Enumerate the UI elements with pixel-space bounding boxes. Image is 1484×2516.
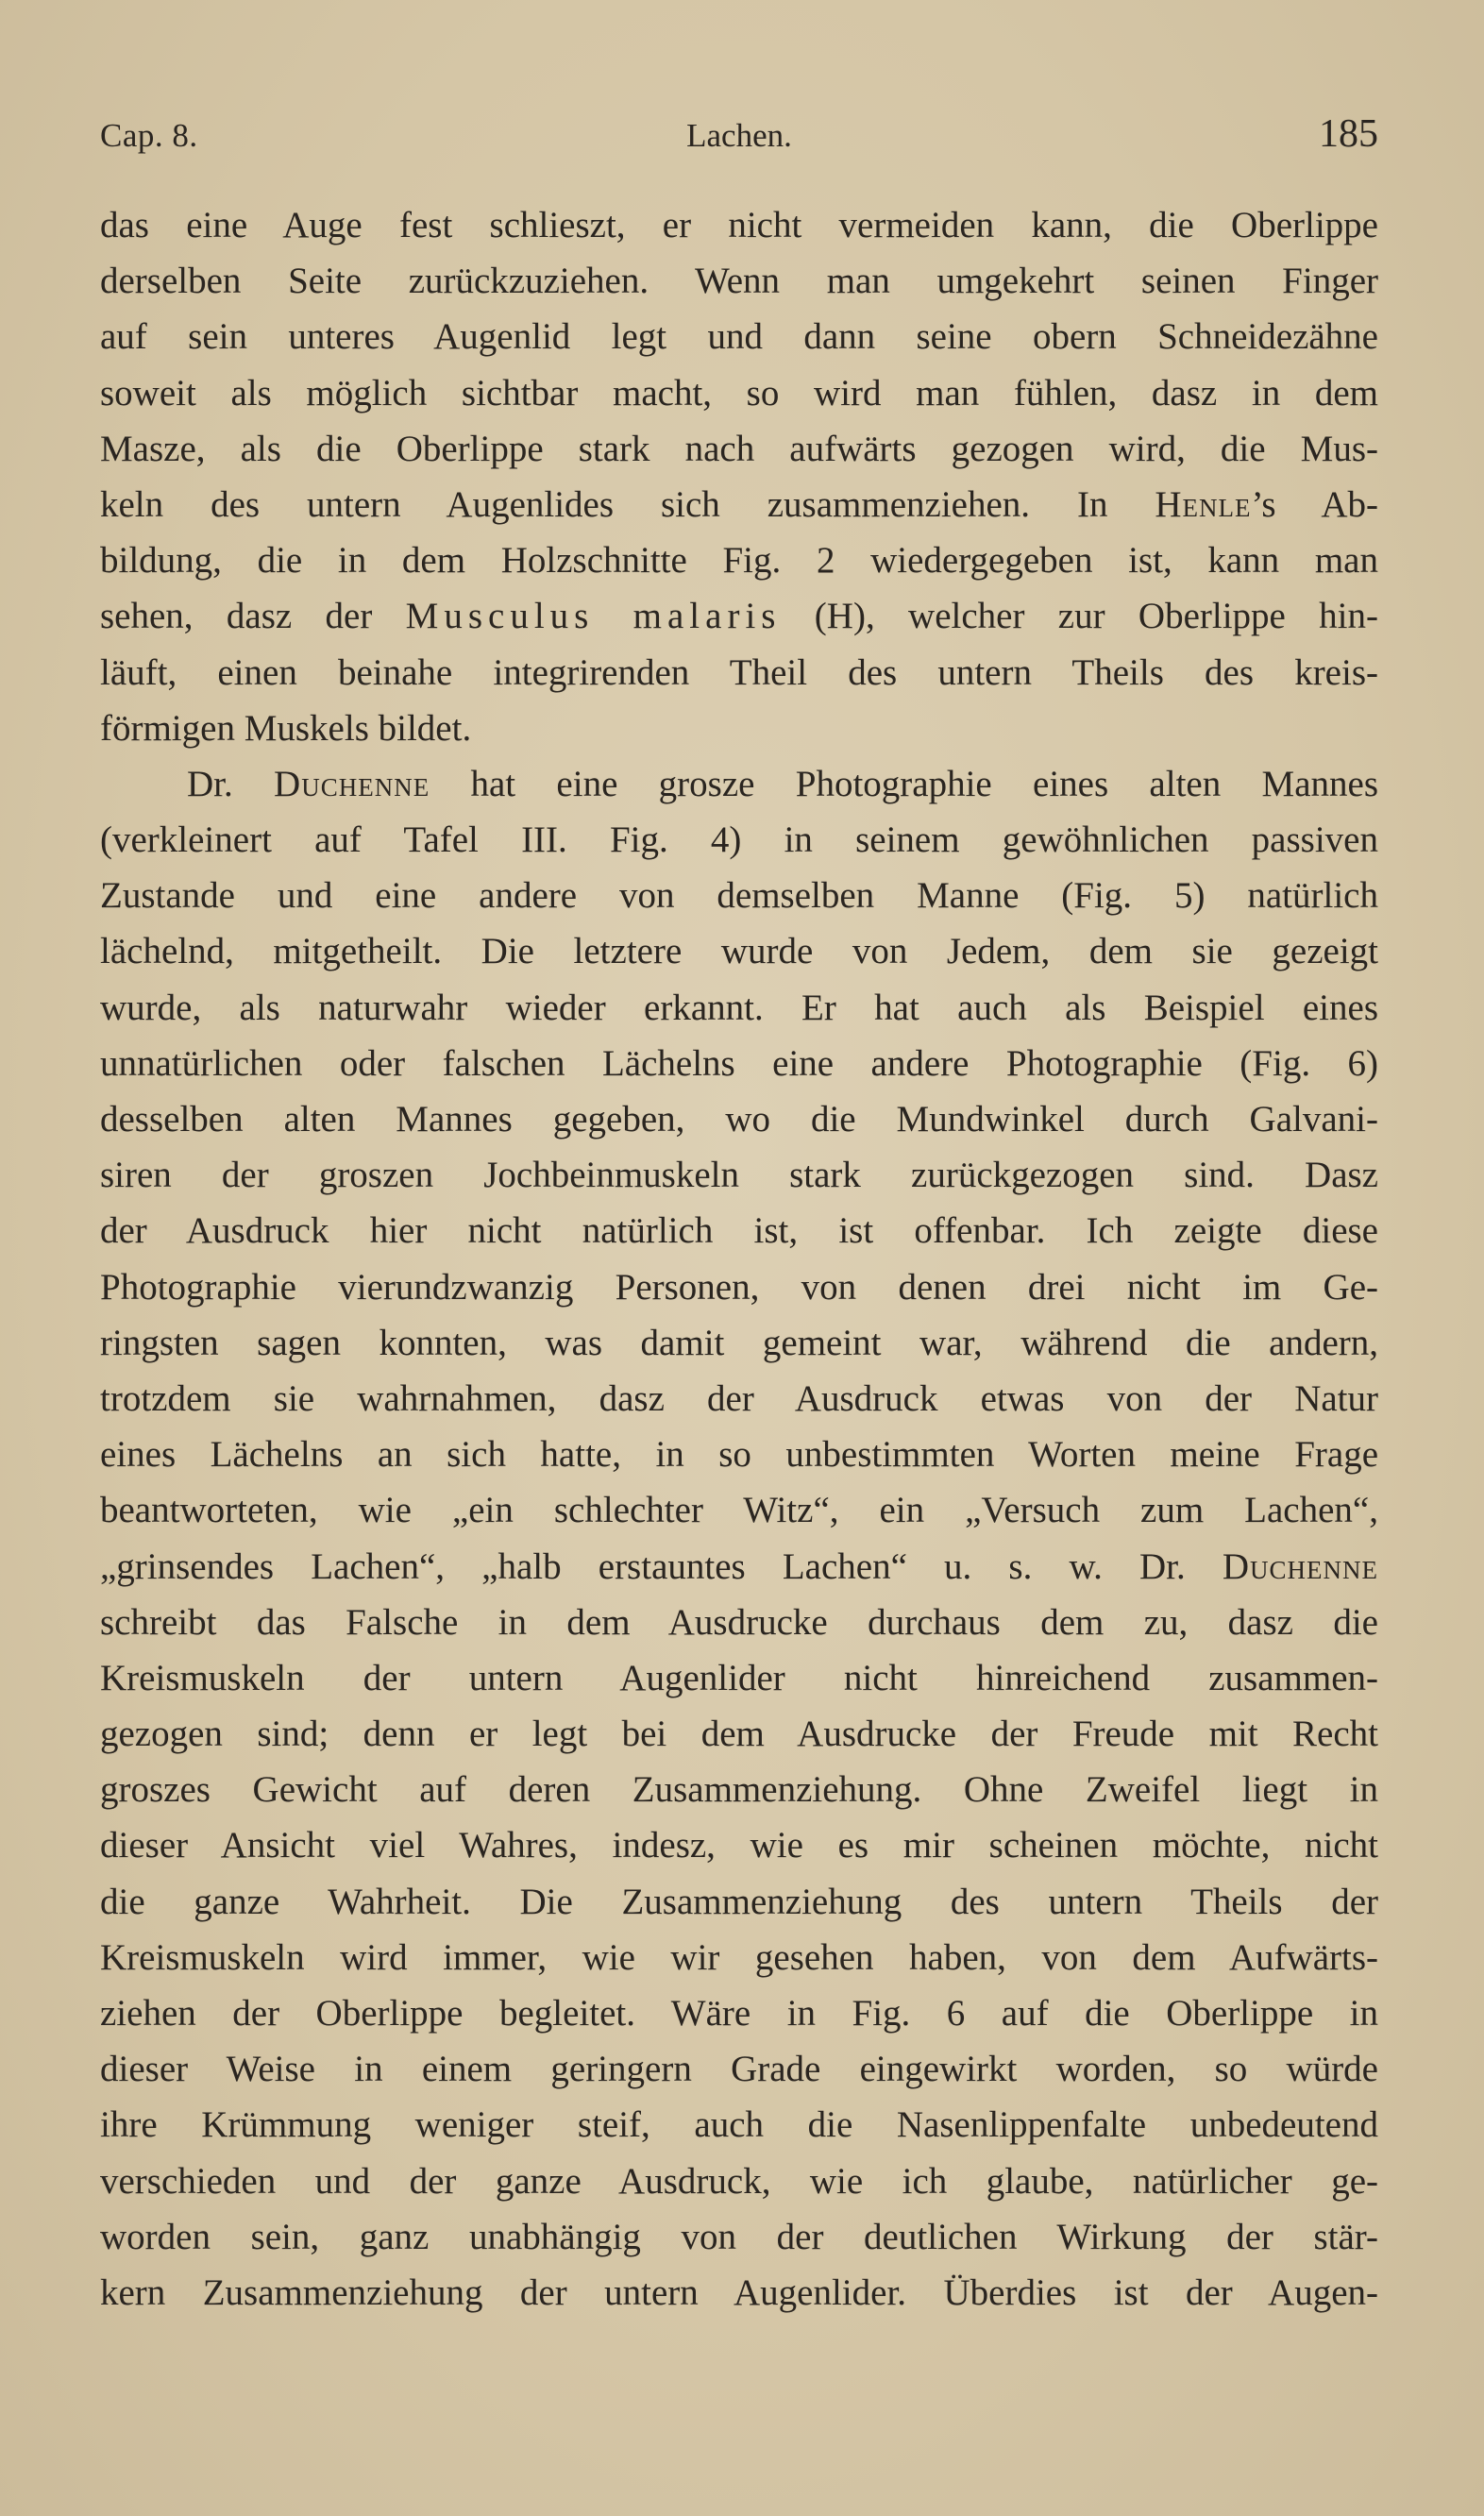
text-line: die ganze Wahrheit. Die Zusammenziehung des untern Theils der: [100, 1881, 1378, 1922]
text-line: verschieden und der ganze Ausdruck, wie ich glaube, natürlicher ge-: [100, 2160, 1378, 2202]
text-segment: keln des untern Augenlides sich zusammenziehen. In: [100, 483, 1155, 525]
running-header: [100, 111, 1378, 168]
text-line: groszes Gewicht auf deren Zusammenziehung. Ohne Zweifel liegt in: [100, 1769, 1378, 1811]
text-line: eines Lächelns an sich hatte, in so unbestimmten Worten meine Frage: [100, 1434, 1378, 1476]
text-line: bildung, die in dem Holzschnitte Fig. 2 wiedergegeben ist, kann man: [100, 540, 1378, 582]
text-line: worden sein, ganz unabhängig von der deutlichen Wirkung der stär-: [100, 2216, 1378, 2257]
text-line: Zustande und eine andere von demselben Manne (Fig. 5) natürlich: [100, 875, 1378, 917]
text-line: [100, 477, 1378, 532]
text-line: schreibt das Falsche in dem Ausdrucke durchaus dem zu, dasz die: [100, 1601, 1378, 1643]
text-line: lächelnd, mitgetheilt. Die letztere wurde von Jedem, dem sie gezeigt: [100, 931, 1378, 972]
latin-term: Musculus malaris: [405, 596, 782, 637]
text-line: dieser Ansicht viel Wahres, indesz, wie es mir scheinen möchte, nicht: [100, 1825, 1378, 1866]
body-text: [100, 197, 1378, 2321]
author-name: Duchenne: [274, 763, 430, 804]
page-number: 185: [1319, 112, 1378, 156]
text-line: [100, 756, 1378, 812]
text-line: derselben Seite zurückzuziehen. Wenn man umgekehrt seinen Finger: [100, 261, 1378, 302]
text-line: kern Zusammenziehung der untern Augenlider. Überdies ist der Augen-: [100, 2271, 1378, 2313]
text-line: soweit als möglich sichtbar macht, so wird man fühlen, dasz in dem: [100, 372, 1378, 414]
author-name: Duchenne: [1222, 1545, 1378, 1587]
text-segment: sehen, dasz der: [100, 596, 406, 637]
text-line: ihre Krümmung weniger steif, auch die Nasenlippenfalte unbedeutend: [100, 2104, 1378, 2146]
text-line: auf sein unteres Augenlid legt und dann seine obern Schneidezähne: [100, 316, 1378, 358]
text-line: dieser Weise in einem geringern Grade eingewirkt worden, so würde: [100, 2049, 1378, 2090]
author-name: Henle: [1155, 483, 1252, 525]
text-line: das eine Auge fest schlieszt, er nicht vermeiden kann, die Oberlippe: [100, 205, 1378, 245]
text-line: gezogen sind; denn er legt bei dem Ausdrucke der Freude mit Recht: [100, 1714, 1378, 1755]
text-line: wurde, als naturwahr wieder erkannt. Er hat auch als Beispiel eines: [100, 987, 1378, 1028]
text-line: trotzdem sie wahrnahmen, dasz der Ausdruck etwas von der Natur: [100, 1377, 1378, 1419]
chapter-label: Cap. 8.: [100, 117, 198, 154]
text-line: Photographie vierundzwanzig Personen, von denen drei nicht im Ge-: [100, 1266, 1378, 1308]
text-line: (verkleinert auf Tafel III. Fig. 4) in seinem gewöhnlichen passiven: [100, 819, 1378, 861]
text-line: siren der groszen Jochbeinmuskeln stark zurückgezogen sind. Dasz: [100, 1155, 1378, 1196]
text-segment: Dr.: [187, 763, 275, 804]
text-line: [100, 588, 1378, 644]
text-line: beantworteten, wie „ein schlechter Witz“, ein „Versuch zum Lachen“,: [100, 1490, 1378, 1531]
text-line: läuft, einen beinahe integrirenden Theil des untern Theils des kreis-: [100, 651, 1378, 693]
text-segment: hat eine grosze Photographie eines alten Mannes: [430, 763, 1378, 804]
text-line: [100, 1539, 1378, 1595]
text-segment: ’s Ab-: [1251, 483, 1378, 525]
text-line: förmigen Muskels bildet.: [100, 707, 472, 749]
running-title: Lachen.: [686, 117, 792, 154]
text-line: desselben alten Mannes gegeben, wo die Mundwinkel durch Galvani-: [100, 1099, 1378, 1140]
text-line: Masze, als die Oberlippe stark nach aufwärts gezogen wird, die Mus-: [100, 428, 1378, 469]
text-line: Kreismuskeln wird immer, wie wir gesehen haben, von dem Aufwärts-: [100, 1936, 1378, 1978]
text-line: ziehen der Oberlippe begleitet. Wäre in Fig. 6 auf die Oberlippe in: [100, 1993, 1378, 2034]
text-segment: (H), welcher zur Oberlippe hin-: [781, 596, 1379, 637]
text-line: der Ausdruck hier nicht natürlich ist, ist offenbar. Ich zeigte diese: [100, 1210, 1378, 1252]
text-line: unnatürlichen oder falschen Lächelns eine andere Photographie (Fig. 6): [100, 1042, 1378, 1084]
text-segment: „grinsendes Lachen“, „halb erstauntes Lachen“ u. s. w. Dr.: [100, 1545, 1223, 1587]
text-line: ringsten sagen konnten, was damit gemeint war, während die andern,: [100, 1322, 1378, 1363]
text-line: Kreismuskeln der untern Augenlider nicht hinreichend zusammen-: [100, 1657, 1378, 1698]
